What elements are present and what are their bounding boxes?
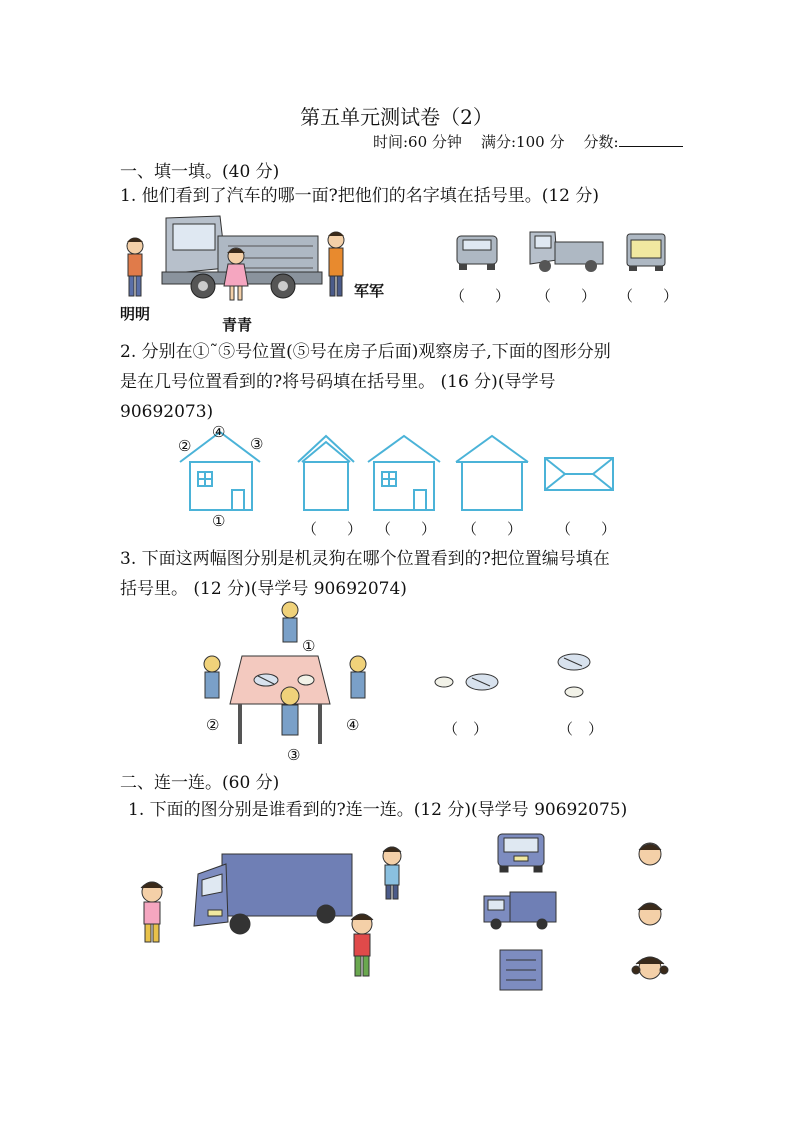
boy-right-figure (383, 847, 401, 899)
q3-blank-2[interactable]: （ ） (558, 720, 604, 738)
dog-pos-label-1: ① (302, 637, 316, 655)
score-label: 分数: (583, 133, 619, 151)
q2-blank-3[interactable]: （ ） (462, 520, 523, 538)
time-limit: 时间:60 分钟 (373, 133, 462, 151)
exam-meta (373, 131, 683, 152)
girl-head-1 (638, 903, 662, 925)
reference-house (180, 432, 260, 510)
house-view-4 (545, 458, 613, 490)
s1-q1-text: 1. 他们看到了汽车的哪一面?把他们的名字填在括号里。(12 分) (120, 186, 600, 206)
s1-q2-line2: 是在几号位置看到的?将号码填在括号里。 (16 分)(导学号 (120, 372, 556, 392)
s1-q2-line3: 90692073) (120, 402, 214, 422)
s1-q3-line1: 3. 下面这两幅图分别是机灵狗在哪个位置看到的?把位置编号填在 (120, 549, 610, 569)
dog-pos-label-3: ③ (287, 746, 301, 764)
name-mingming: 明明 (120, 305, 151, 323)
name-qingqing: 青青 (222, 316, 253, 334)
girl-middle-figure (351, 914, 373, 976)
truck-side-view (530, 232, 603, 272)
house-view-2 (368, 436, 440, 510)
q1-blank-2[interactable]: （ ） (536, 287, 597, 305)
s1-q2-text (120, 337, 680, 427)
s1-q3-line2: 括号里。 (12 分)(导学号 90692074) (120, 579, 407, 599)
dog-position-3 (281, 687, 299, 735)
girl-left-figure (141, 882, 163, 942)
boy-head (639, 843, 661, 865)
dog-position-1 (282, 602, 298, 642)
q2-blank-1[interactable]: （ ） (302, 520, 363, 538)
table-view-2 (558, 654, 590, 697)
lorry-side-view (484, 892, 556, 929)
boy-mingming-figure (127, 238, 143, 296)
section2-heading: 二、连一连。(60 分) (120, 773, 280, 793)
q2-blank-2[interactable]: （ ） (376, 520, 437, 538)
s1-q3-text (120, 544, 680, 604)
lorry-scene-illustration (130, 830, 675, 1000)
boy-junjun-figure (328, 232, 344, 296)
dog-position-4 (350, 656, 366, 698)
truck-front-view (457, 236, 497, 270)
table-figure (230, 656, 330, 744)
lorry-figure (194, 854, 352, 934)
dog-pos-label-4: ④ (346, 716, 360, 734)
s1-q2-line1: 2. 分别在①˜⑤号位置(⑤号在房子后面)观察房子,下面的图形分别 (120, 342, 611, 362)
q2-blank-4[interactable]: （ ） (556, 520, 617, 538)
girl-head-2 (632, 957, 668, 979)
table-view-1 (435, 674, 498, 690)
house-views (170, 420, 620, 520)
truck-back-view (627, 234, 665, 271)
s2-q1-text: 1. 下面的图分别是谁看到的?连一连。(12 分)(导学号 90692075) (128, 800, 628, 820)
house-view-1 (298, 436, 354, 510)
lorry-back-view (500, 950, 542, 990)
position-3: ③ (250, 435, 264, 453)
table-scene-illustration (190, 600, 610, 760)
truck-scene-illustration (118, 208, 398, 328)
dog-position-2 (204, 656, 220, 698)
name-junjun: 军军 (354, 282, 385, 300)
position-1: ① (212, 512, 226, 530)
truck-views (455, 230, 670, 275)
page-title: 第五单元测试卷（2） (300, 105, 493, 129)
position-4: ④ (212, 423, 226, 441)
girl-qingqing-figure (224, 248, 248, 300)
house-view-3 (456, 436, 528, 510)
score-blank[interactable] (619, 132, 683, 147)
position-2: ② (178, 437, 192, 455)
section1-heading: 一、填一填。(40 分) (120, 162, 280, 182)
lorry-front-view (498, 834, 544, 872)
dog-pos-label-2: ② (206, 716, 220, 734)
full-score: 满分:100 分 (481, 133, 565, 151)
q1-blank-1[interactable]: （ ） (450, 287, 511, 305)
q1-blank-3[interactable]: （ ） (618, 287, 679, 305)
q3-blank-1[interactable]: （ ） (443, 720, 489, 738)
